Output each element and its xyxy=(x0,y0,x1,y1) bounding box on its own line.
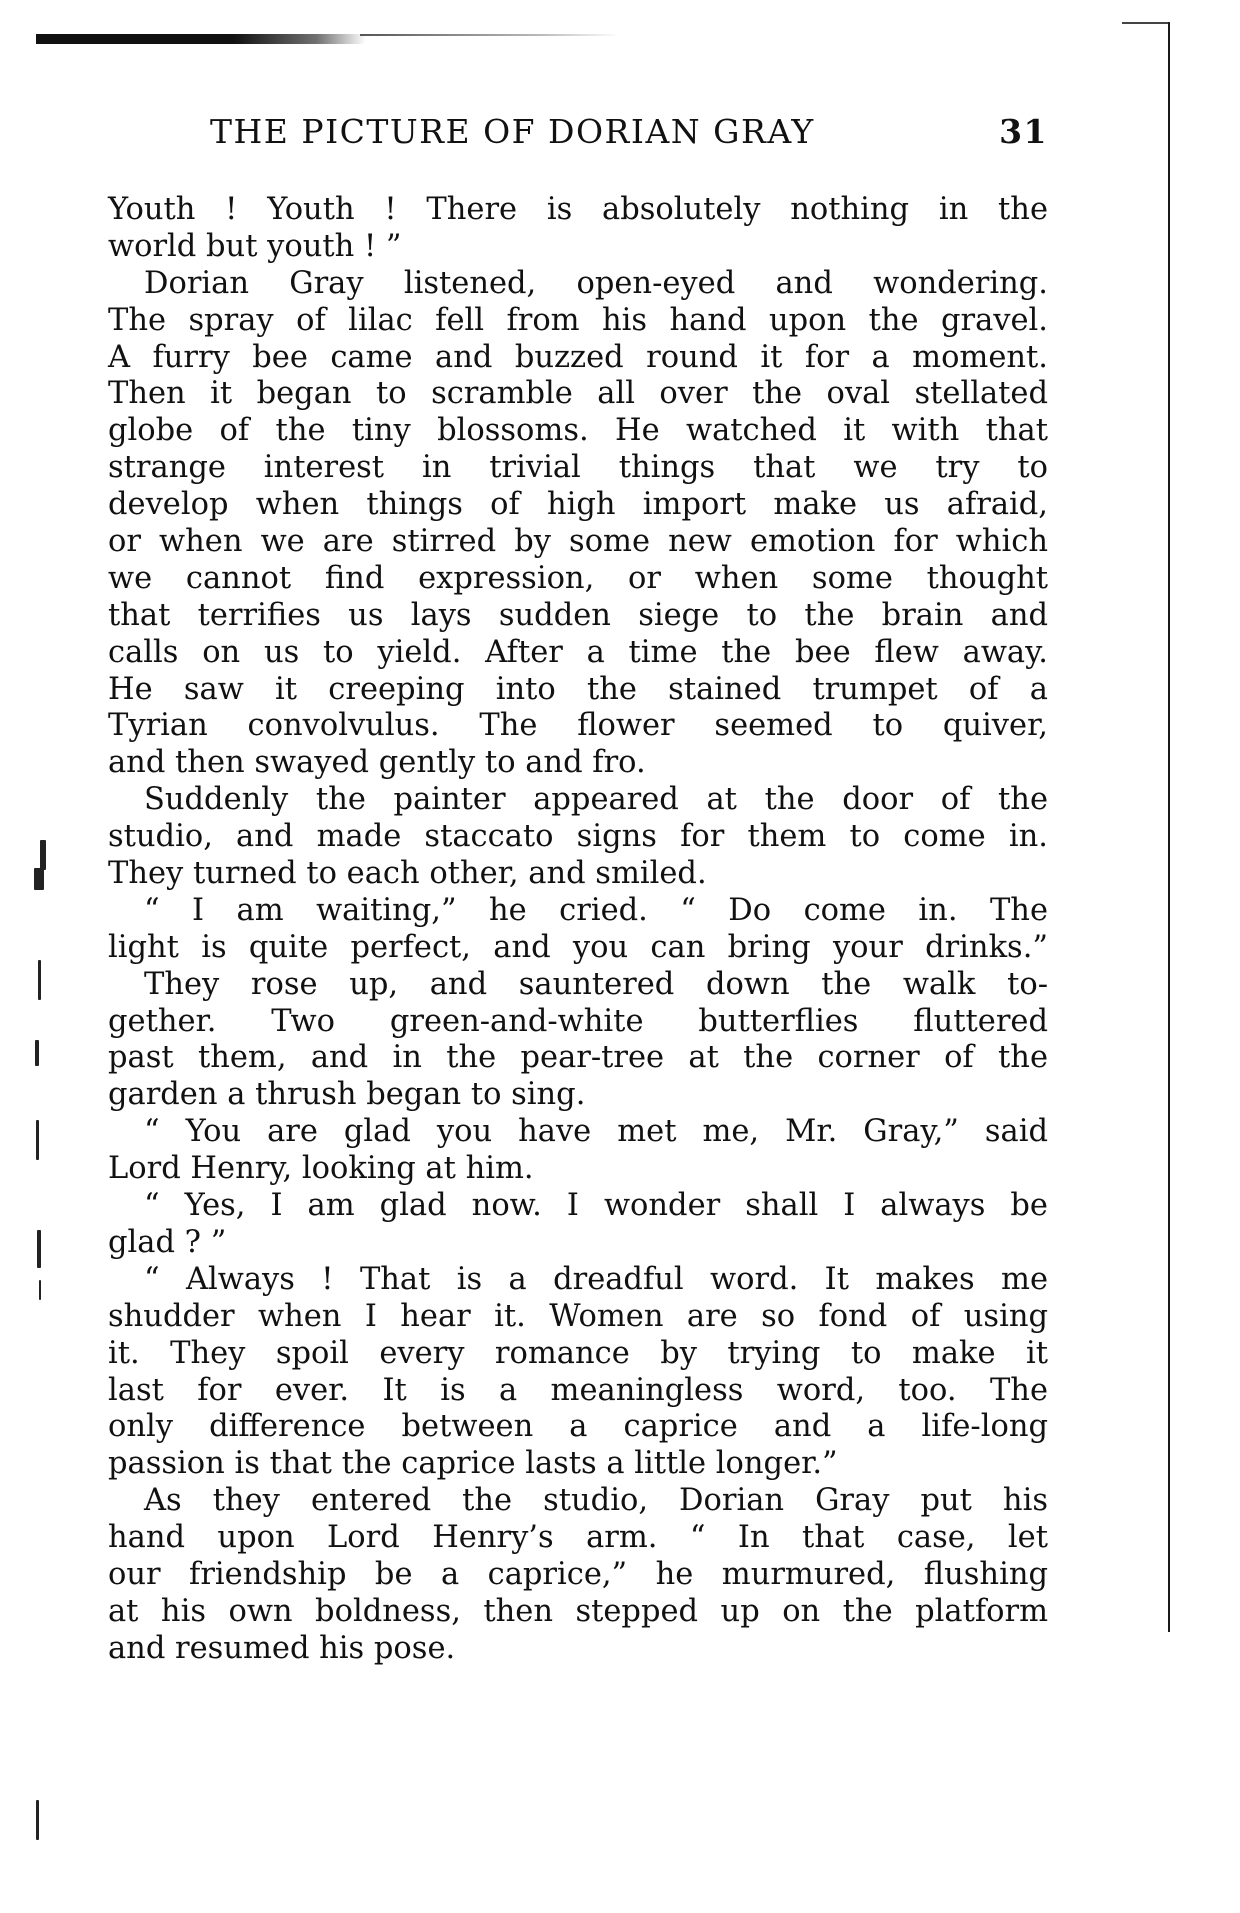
speck xyxy=(40,840,46,870)
speck xyxy=(39,1280,41,1300)
text-line: develop when things of high import make us afraid, xyxy=(108,487,1048,523)
text-line: hand upon Lord Henry’s arm. “ In that case, let xyxy=(108,1520,1048,1556)
text-line: only difference between a caprice and a life-long xyxy=(108,1409,1048,1445)
text-line: Suddenly the painter appeared at the door of the xyxy=(144,782,1048,818)
speck xyxy=(38,960,41,1000)
binding-noise xyxy=(30,840,90,1840)
text-line: He saw it creeping into the stained trumpet of a xyxy=(108,671,1048,707)
text-line: we cannot find expression, or when some thought xyxy=(108,560,1048,596)
text-line: Youth ! Youth ! There is absolutely nothing in the xyxy=(108,192,1048,227)
text-line: globe of the tiny blossoms. He watched it with that xyxy=(108,413,1048,449)
text-line: The spray of lilac fell from his hand upon the gravel. xyxy=(108,302,1048,338)
speck xyxy=(34,868,44,890)
speck xyxy=(36,1800,39,1840)
speck xyxy=(35,1040,39,1066)
speck xyxy=(36,1120,39,1160)
speck xyxy=(37,1230,41,1268)
text-line: it. They spoil every romance by trying to make it xyxy=(108,1335,1048,1371)
text-line: Lord Henry, looking at him. xyxy=(108,1151,534,1187)
text-line: A furry bee came and buzzed round it for a moment. xyxy=(108,339,1048,375)
text-line: that terrifies us lays sudden siege to the brain and xyxy=(108,597,1048,633)
text-line: “ You are glad you have met me, Mr. Gray,” said xyxy=(144,1114,1048,1150)
text-line: “ I am waiting,” he cried. “ Do come in. The xyxy=(144,892,1048,928)
text-line: at his own boldness, then stepped up on the platform xyxy=(108,1593,1048,1629)
body-text xyxy=(108,192,1048,1668)
text-line: They turned to each other, and smiled. xyxy=(108,856,707,892)
text-line: our friendship be a caprice,” he murmured, flushing xyxy=(108,1556,1048,1592)
page-edge-top xyxy=(1122,22,1170,24)
text-line: Tyrian convolvulus. The flower seemed to quiver, xyxy=(108,708,1048,744)
scan-edge-shadow xyxy=(36,34,366,44)
text-line: passion is that the caprice lasts a little longer.” xyxy=(108,1446,838,1482)
text-line: and resumed his pose. xyxy=(108,1630,456,1666)
text-line: Then it began to scramble all over the oval stellated xyxy=(108,376,1048,412)
text-line: strange interest in trivial things that we try to xyxy=(108,450,1048,486)
text-line: calls on us to yield. After a time the bee flew away. xyxy=(108,634,1048,670)
text-line: shudder when I hear it. Women are so fond of using xyxy=(108,1298,1048,1334)
text-line: past them, and in the pear-tree at the corner of the xyxy=(108,1040,1048,1076)
text-line: and then swayed gently to and fro. xyxy=(108,745,646,781)
text-line: “ Yes, I am glad now. I wonder shall I always be xyxy=(144,1188,1048,1224)
text-line: last for ever. It is a meaningless word, too. The xyxy=(108,1372,1048,1408)
text-line: “ Always ! That is a dreadful word. It makes me xyxy=(144,1261,1048,1297)
scan-edge-line xyxy=(360,34,620,36)
text-line: studio, and made staccato signs for them to come in. xyxy=(108,819,1048,855)
page-edge-right xyxy=(1168,22,1170,1632)
text-line: Dorian Gray listened, open-eyed and wondering. xyxy=(144,265,1048,301)
page-number: 31 xyxy=(999,112,1048,151)
text-line: glad ? ” xyxy=(108,1224,227,1260)
text-line: gether. Two green-and-white butterflies fluttered xyxy=(108,1003,1048,1039)
text-line: light is quite perfect, and you can bring your drinks.” xyxy=(108,929,1048,965)
text-line: or when we are stirred by some new emotion for which xyxy=(108,524,1048,560)
running-header xyxy=(108,112,1048,160)
text-line: garden a thrush began to sing. xyxy=(108,1077,586,1113)
text-line: world but youth ! ” xyxy=(108,228,402,264)
running-title: THE PICTURE OF DORIAN GRAY xyxy=(210,112,815,151)
text-line: They rose up, and sauntered down the walk to- xyxy=(144,966,1048,1002)
text-line: As they entered the studio, Dorian Gray put his xyxy=(144,1483,1048,1519)
